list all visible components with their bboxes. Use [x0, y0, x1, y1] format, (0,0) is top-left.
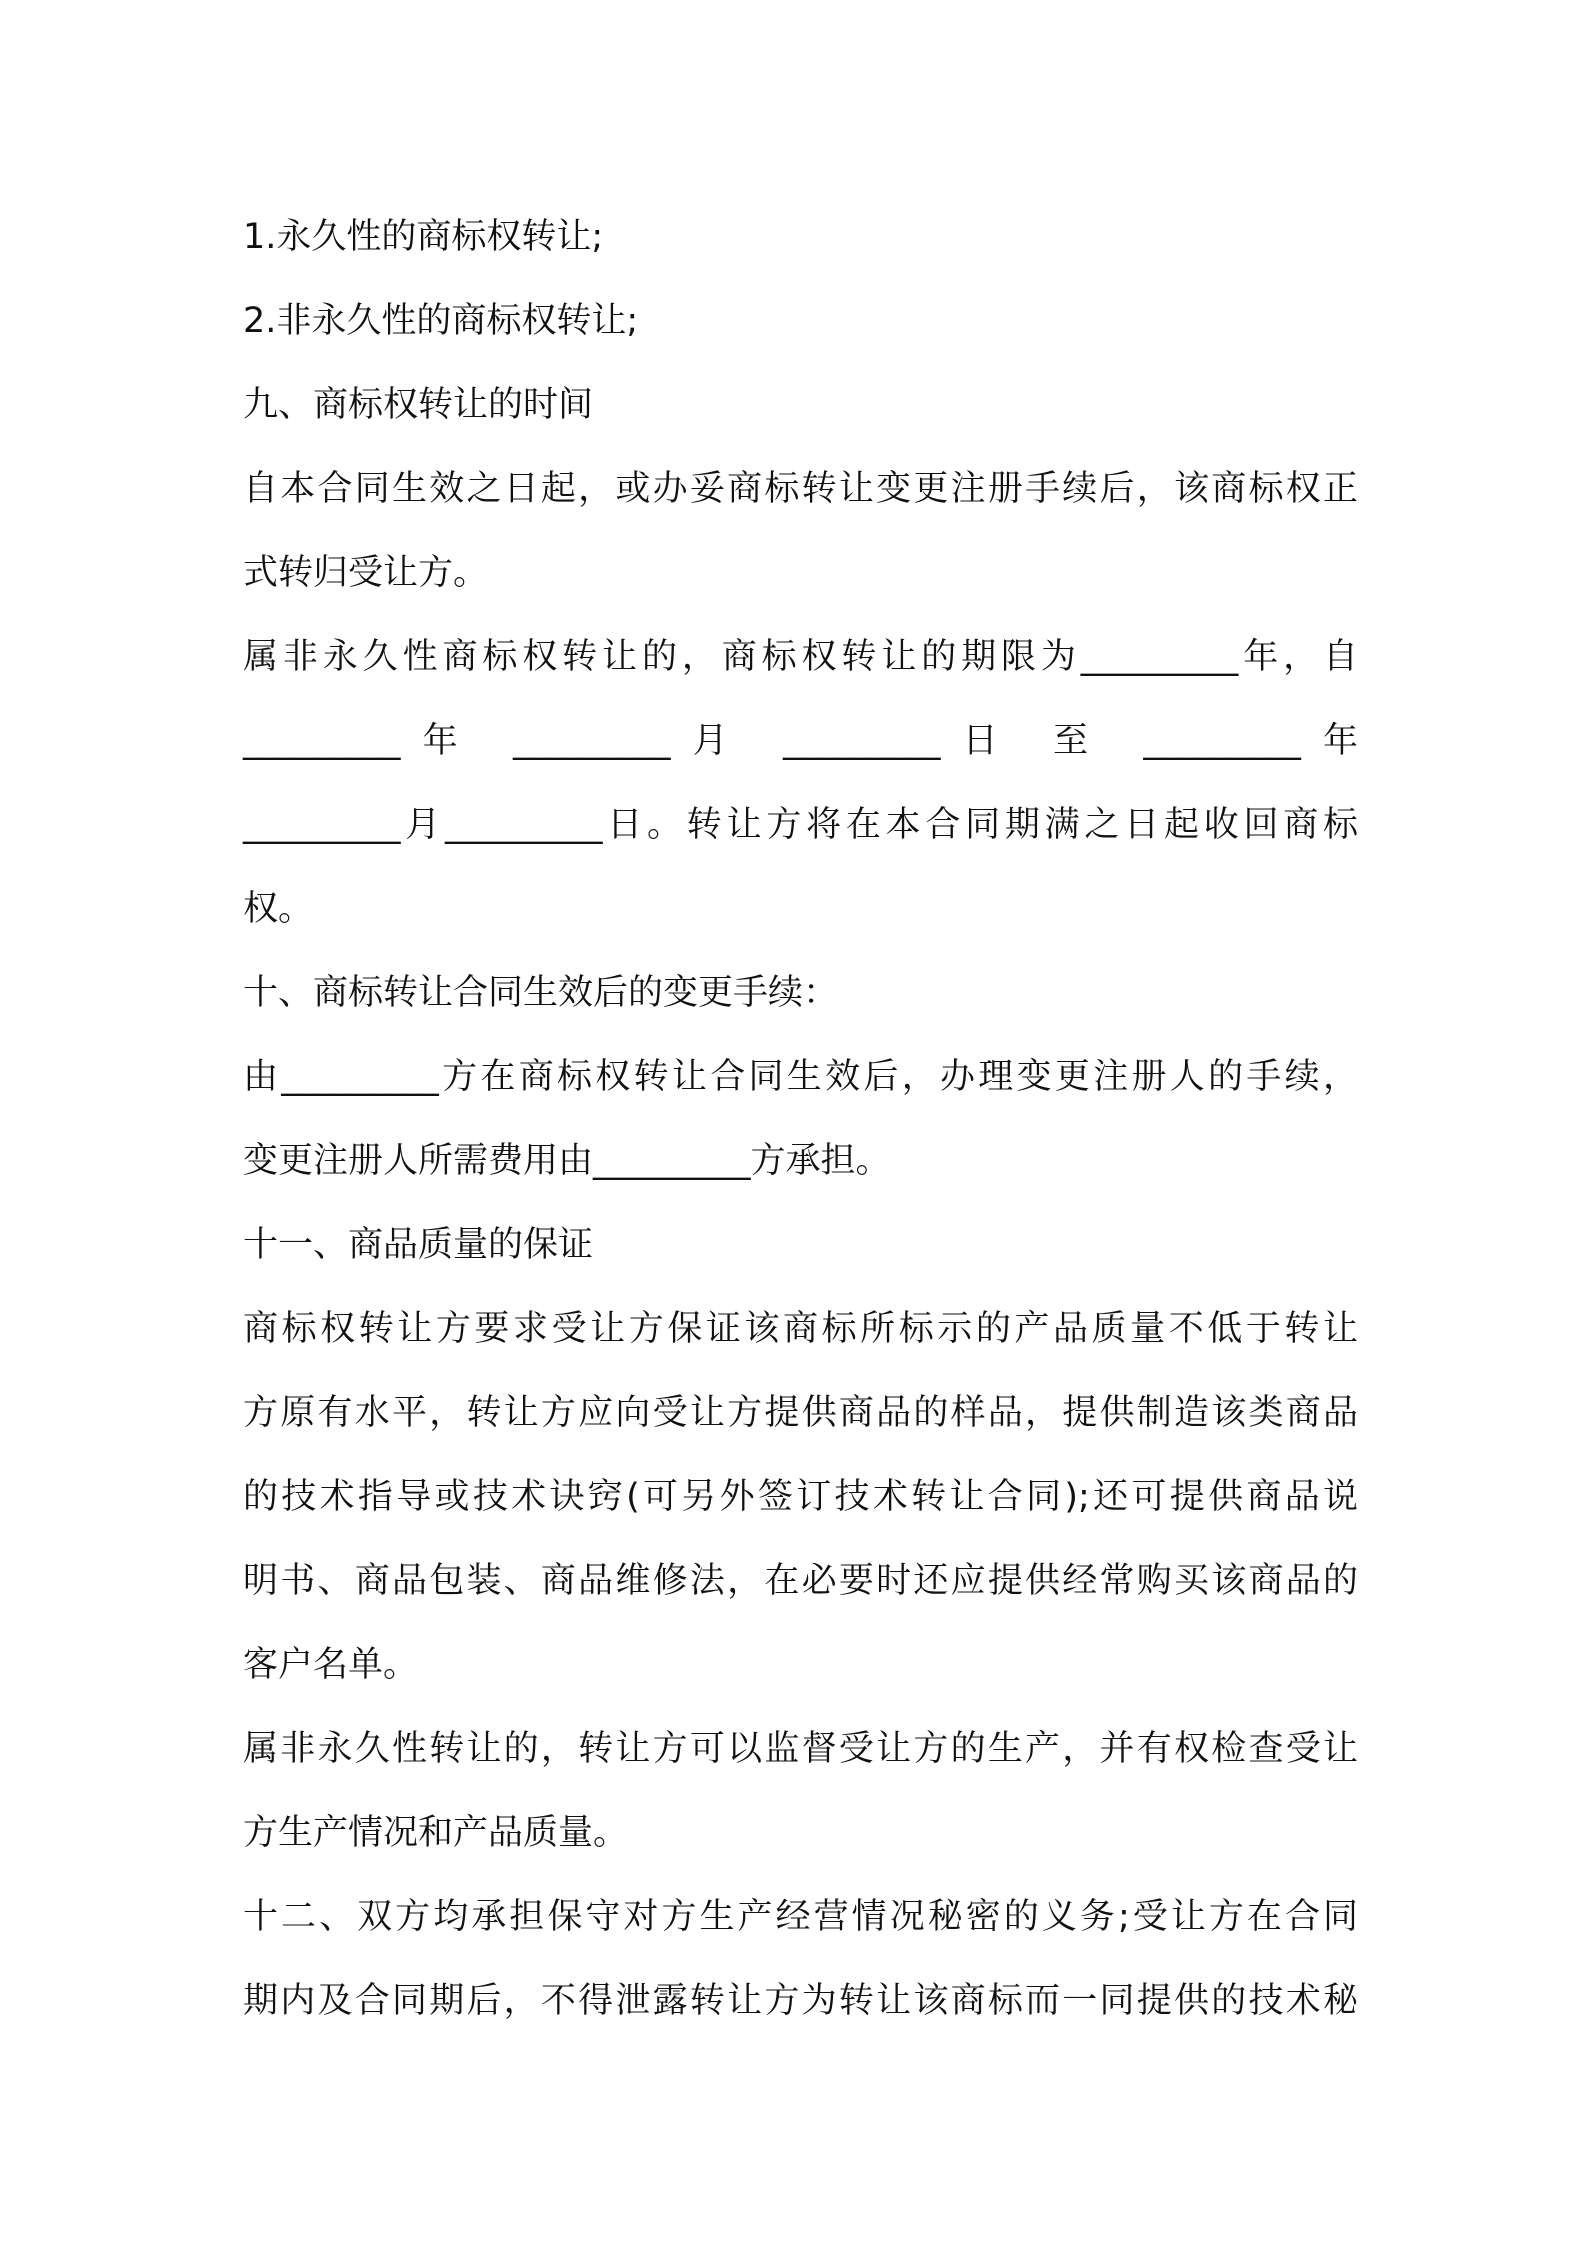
text-line-11: 由_________方在商标权转让合同生效后，办理变更注册人的手续， [243, 1057, 1358, 1097]
text-line-7: _________年 _________月 _________日 至 _________年 [243, 721, 1358, 761]
text-line-2: 2.非永久性的商标权转让; [243, 301, 639, 341]
section-heading-9: 九、商标权转让的时间 [243, 385, 594, 425]
text-line-9: 权。 [243, 889, 314, 929]
text-line-15: 方原有水平，转让方应向受让方提供商品的样品，提供制造该类商品 [243, 1393, 1358, 1433]
text-line-6: 属非永久性商标权转让的，商标权转让的期限为_________年，自 [243, 637, 1358, 677]
text-line-5: 式转归受让方。 [243, 553, 489, 593]
text-line-19: 属非永久性转让的，转让方可以监督受让方的生产，并有权检查受让 [243, 1729, 1358, 1769]
section-heading-10: 十、商标转让合同生效后的变更手续： [243, 973, 839, 1013]
section-heading-11: 十一、商品质量的保证 [243, 1225, 594, 1265]
text-line-4: 自本合同生效之日起，或办妥商标转让变更注册手续后，该商标权正 [243, 469, 1358, 509]
text-line-1: 1.永久性的商标权转让; [243, 217, 604, 257]
text-line-17: 明书、商品包装、商品维修法，在必要时还应提供经常购买该商品的 [243, 1561, 1358, 1601]
text-line-18: 客户名单。 [243, 1645, 419, 1685]
text-line-12: 变更注册人所需费用由_________方承担。 [243, 1141, 891, 1181]
text-line-20: 方生产情况和产品质量。 [243, 1813, 629, 1853]
text-line-8: _________月_________日。转让方将在本合同期满之日起收回商标 [243, 805, 1358, 845]
text-line-16: 的技术指导或技术诀窍(可另外签订技术转让合同);还可提供商品说 [243, 1477, 1358, 1517]
text-line-22: 期内及合同期后，不得泄露转让方为转让该商标而一同提供的技术秘 [243, 1981, 1358, 2021]
text-line-14: 商标权转让方要求受让方保证该商标所标示的产品质量不低于转让 [243, 1309, 1358, 1349]
section-heading-12: 十二、双方均承担保守对方生产经营情况秘密的义务;受让方在合同 [243, 1897, 1358, 1937]
document-body [243, 195, 1358, 2043]
